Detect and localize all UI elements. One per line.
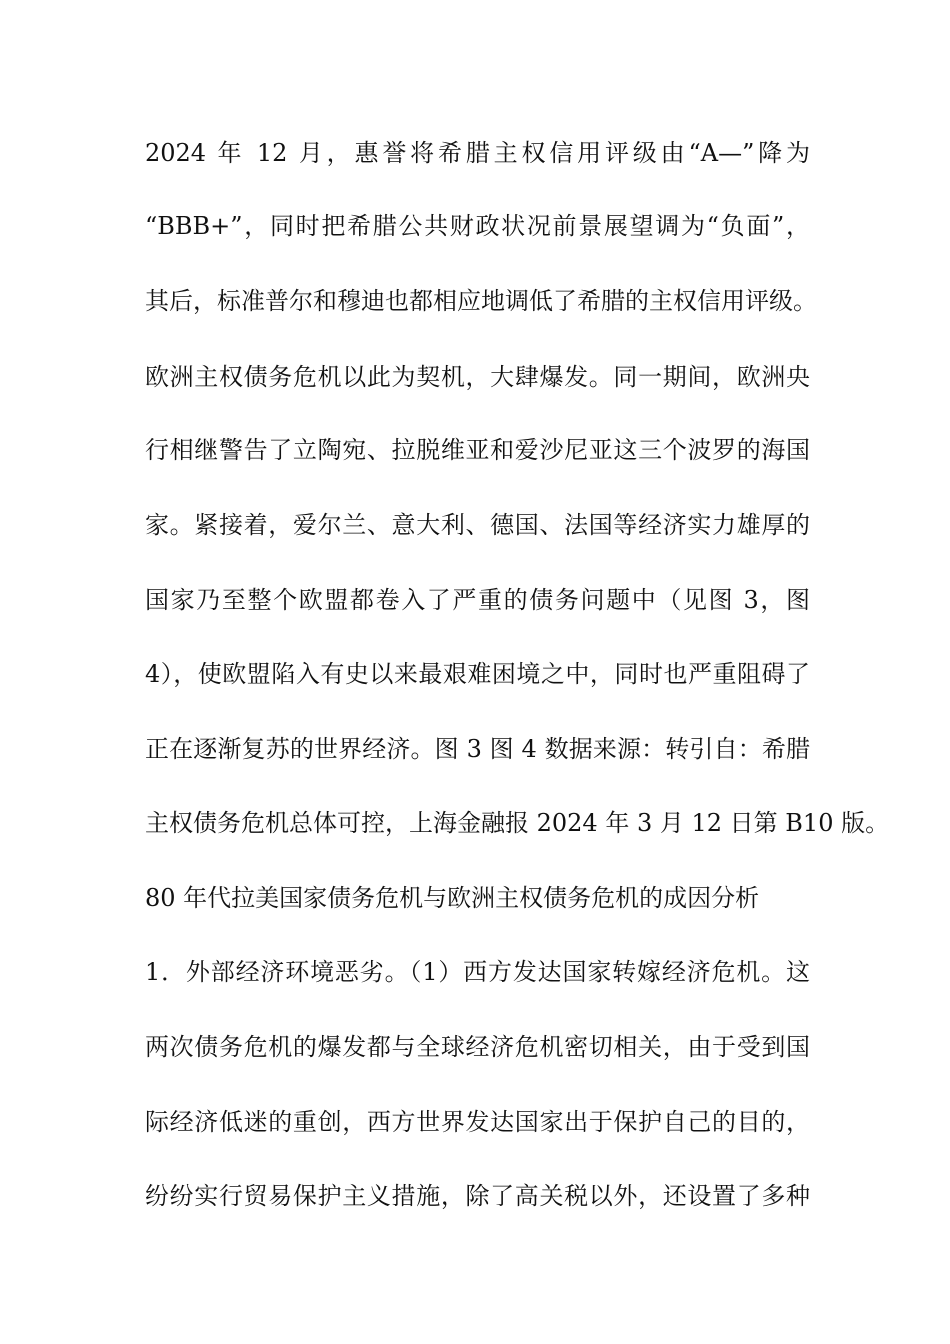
paragraph-line-11: 1．外部经济环境恶劣。（1）西方发达国家转嫁经济危机。这 [145, 958, 810, 986]
paragraph-line-1: 2024 年 12 月，惠誉将希腊主权信用评级由“A—”降为 [145, 139, 810, 167]
paragraph-line-2: “BBB+”，同时把希腊公共财政状况前景展望调为“负面”， [145, 212, 810, 240]
paragraph-line-6: 家。紧接着，爱尔兰、意大利、德国、法国等经济实力雄厚的 [145, 511, 810, 539]
section-heading: 80 年代拉美国家债务危机与欧洲主权债务危机的成因分析 [145, 884, 760, 912]
paragraph-line-14: 纷纷实行贸易保护主义措施，除了高关税以外，还设置了多种 [145, 1182, 810, 1210]
paragraph-line-12: 两次债务危机的爆发都与全球经济危机密切相关，由于受到国 [145, 1033, 810, 1061]
paragraph-line-4: 欧洲主权债务危机以此为契机，大肆爆发。同一期间，欧洲央 [145, 363, 810, 391]
paragraph-line-8: 4），使欧盟陷入有史以来最艰难困境之中，同时也严重阻碍了 [145, 660, 810, 688]
paragraph-line-5: 行相继警告了立陶宛、拉脱维亚和爱沙尼亚这三个波罗的海国 [145, 436, 810, 464]
paragraph-line-3: 其后，标准普尔和穆迪也都相应地调低了希腊的主权信用评级。 [145, 287, 817, 315]
paragraph-line-7: 国家乃至整个欧盟都卷入了严重的债务问题中（见图 3，图 [145, 586, 810, 614]
paragraph-line-10: 主权债务危机总体可控，上海金融报 2024 年 3 月 12 日第 B10 版。 [145, 809, 890, 837]
paragraph-line-9: 正在逐渐复苏的世界经济。图 3 图 4 数据来源：转引自：希腊 [145, 735, 810, 763]
paragraph-line-13: 际经济低迷的重创，西方世界发达国家出于保护自己的目的， [145, 1108, 810, 1136]
